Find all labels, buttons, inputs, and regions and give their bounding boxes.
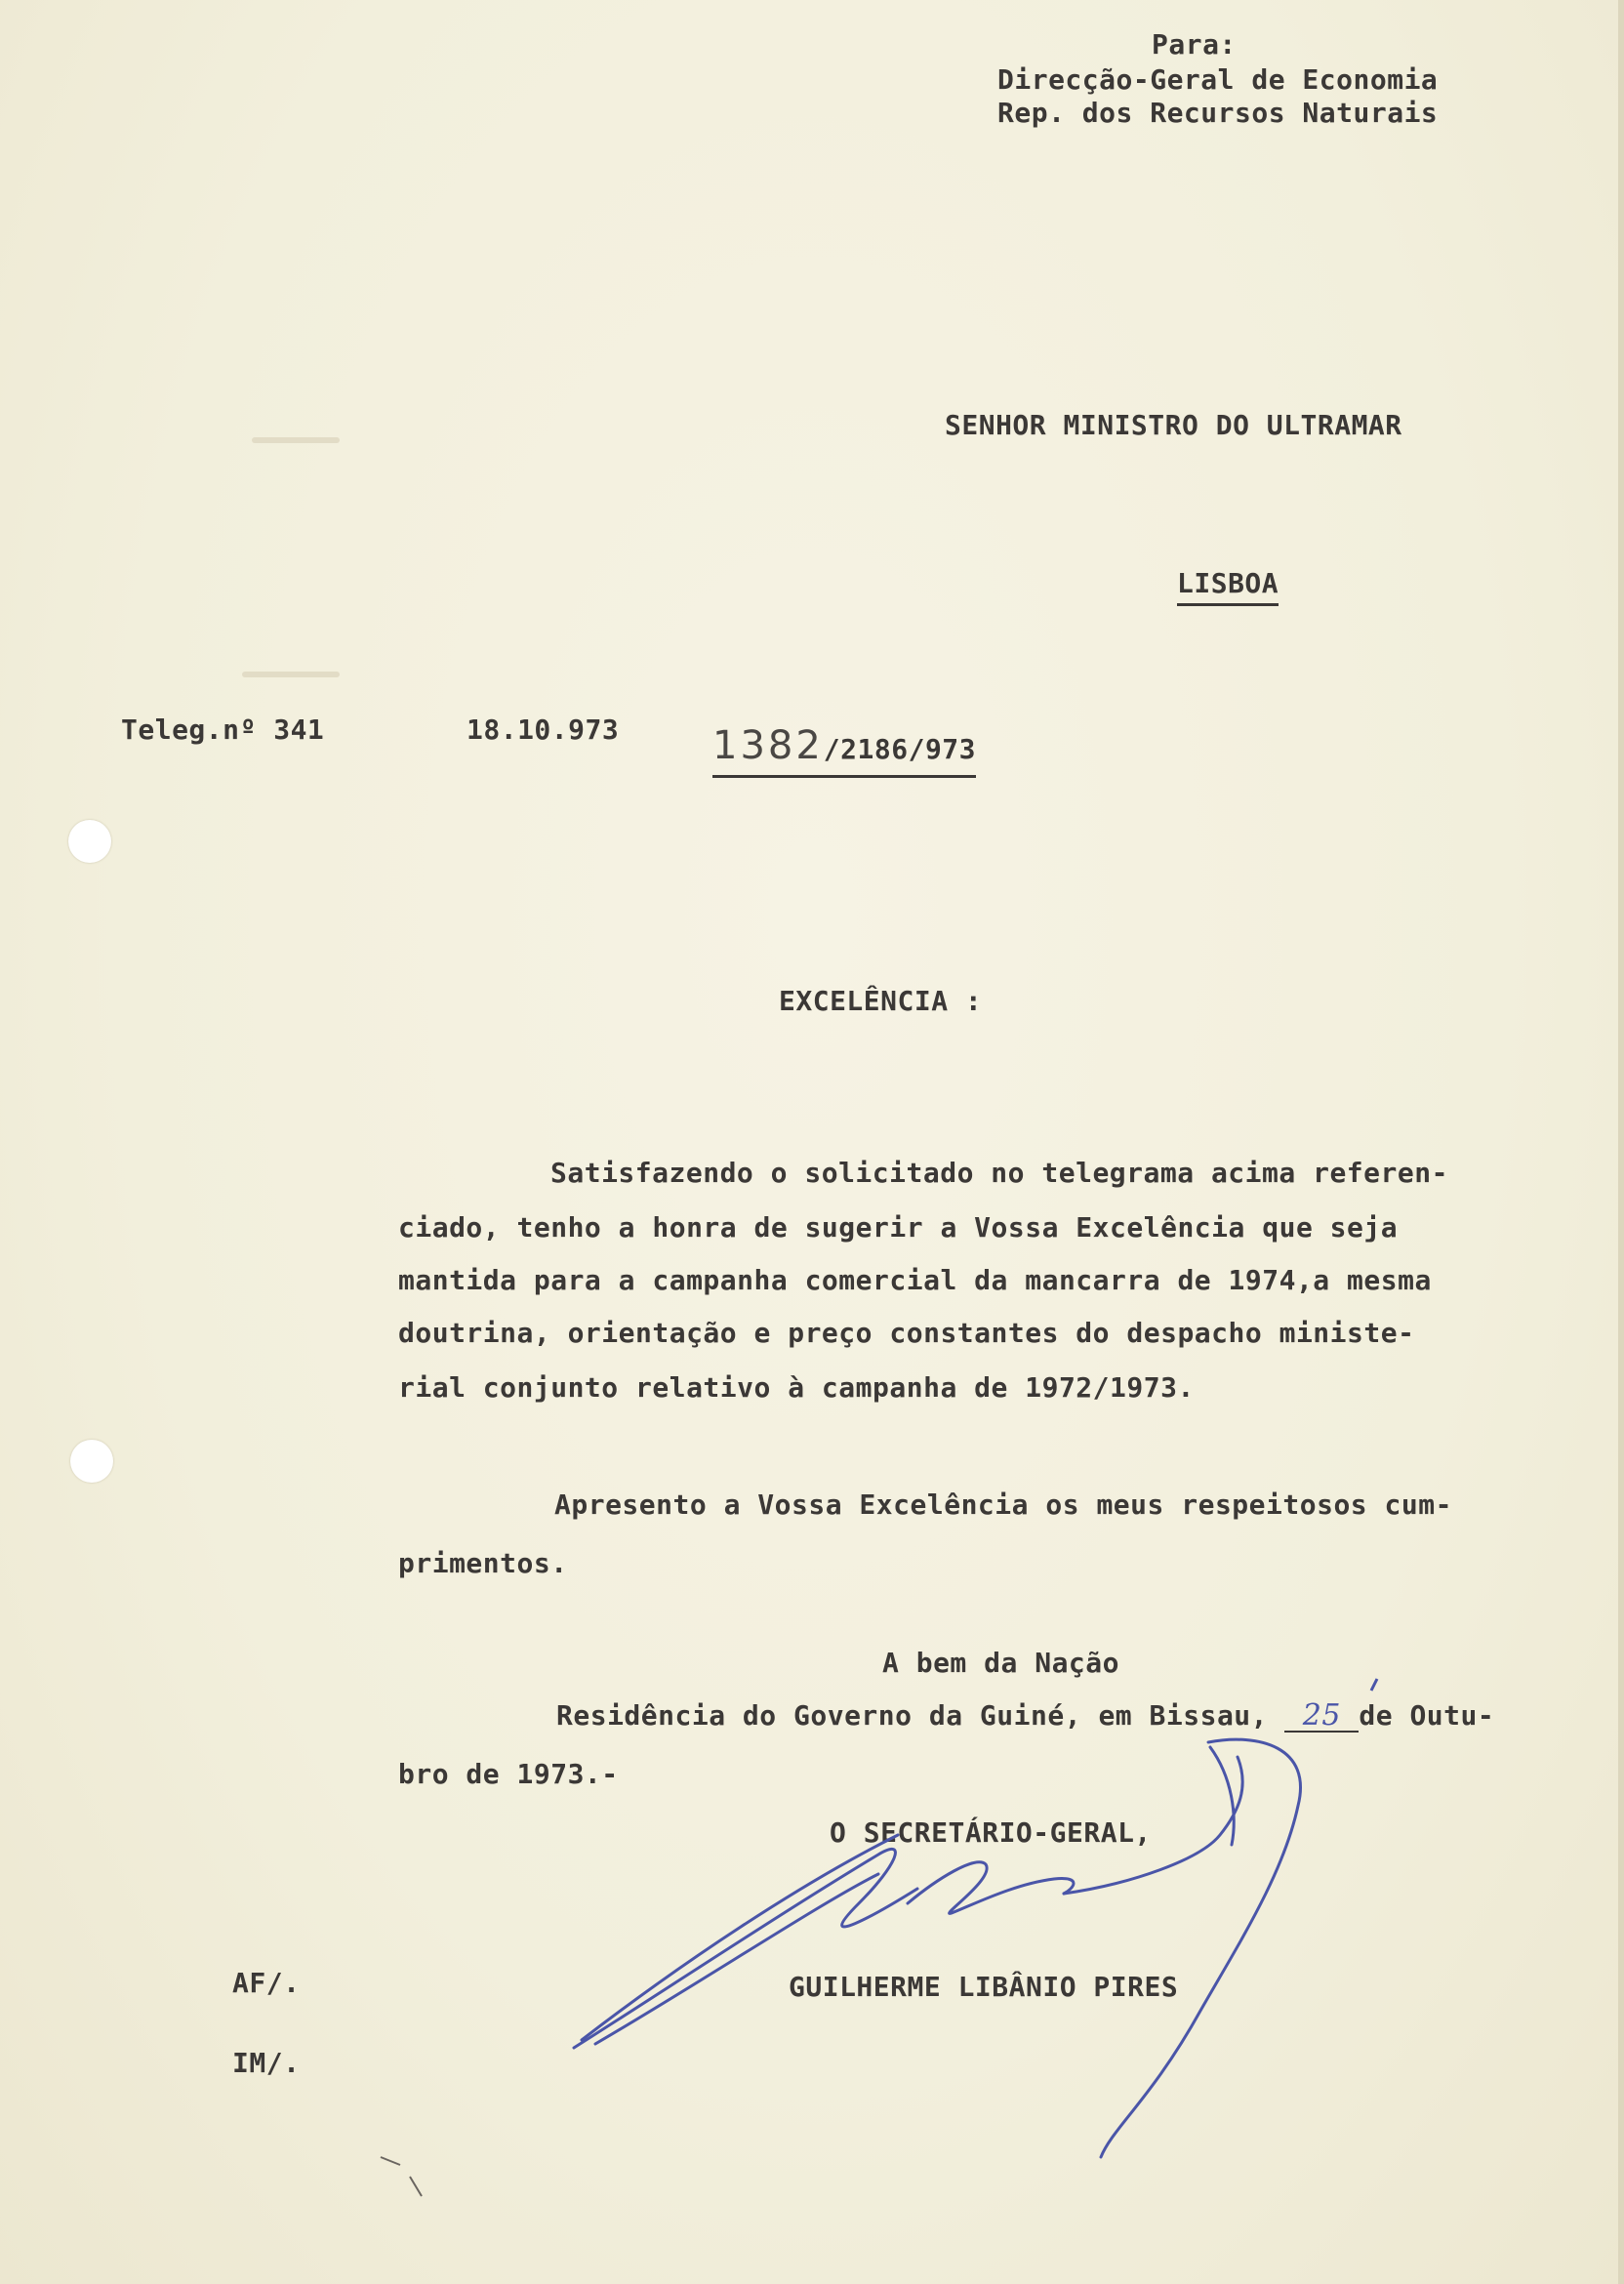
signatory-name: GUILHERME LIBÂNIO PIRES <box>789 1971 1179 2003</box>
closing-motto: A bem da Nação <box>882 1647 1120 1679</box>
punch-hole-top <box>68 820 111 863</box>
date-line-2: bro de 1973.- <box>398 1758 619 1790</box>
body-line: mantida para a campanha comercial da mancarra de 1974,a mesma <box>398 1264 1432 1296</box>
address-line-1: Para: <box>1152 28 1237 61</box>
salutation: EXCELÊNCIA : <box>779 985 983 1017</box>
reference-suffix: /2186/973 <box>823 733 977 765</box>
address-line-2: Direcção-Geral de Economia <box>997 63 1439 96</box>
telegram-number: Teleg.nº 341 <box>121 714 325 746</box>
paper-mark <box>252 437 340 443</box>
body-line: ciado, tenho a honra de sugerir a Vossa Excelência que seja <box>398 1211 1399 1244</box>
place-date-line <box>556 1698 1494 1733</box>
place-suffix: de Outu- <box>1359 1699 1495 1732</box>
body-line: doutrina, orientação e preço constantes do despacho ministe- <box>398 1317 1415 1349</box>
paper-mark <box>242 672 340 677</box>
paper-edge <box>1618 0 1624 2284</box>
body-line: rial conjunto relativo à campanha de 1972/1973. <box>398 1371 1195 1404</box>
pen-mark <box>371 2147 488 2225</box>
handwritten-day: 25 <box>1284 1701 1359 1733</box>
place-prefix: Residência do Governo da Guiné, em Bissau, <box>556 1699 1269 1732</box>
recipient-title: SENHOR MINISTRO DO ULTRAMAR <box>945 409 1402 441</box>
stamp-number: 1382 <box>712 723 824 768</box>
punch-hole-bottom <box>70 1440 113 1483</box>
initials-af: AF/. <box>232 1967 301 1999</box>
body-line: primentos. <box>398 1547 568 1579</box>
signatory-title: O SECRETÁRIO-GERAL, <box>830 1816 1152 1849</box>
recipient-city: LISBOA <box>1177 566 1279 606</box>
address-line-3: Rep. dos Recursos Naturais <box>997 97 1439 129</box>
telegram-date: 18.10.973 <box>467 714 620 746</box>
initials-im: IM/. <box>232 2047 301 2079</box>
reference-number <box>712 724 976 778</box>
body-line: Satisfazendo o solicitado no telegrama acima referen- <box>550 1157 1448 1189</box>
body-line: Apresento a Vossa Excelência os meus respeitosos cum- <box>554 1489 1452 1521</box>
